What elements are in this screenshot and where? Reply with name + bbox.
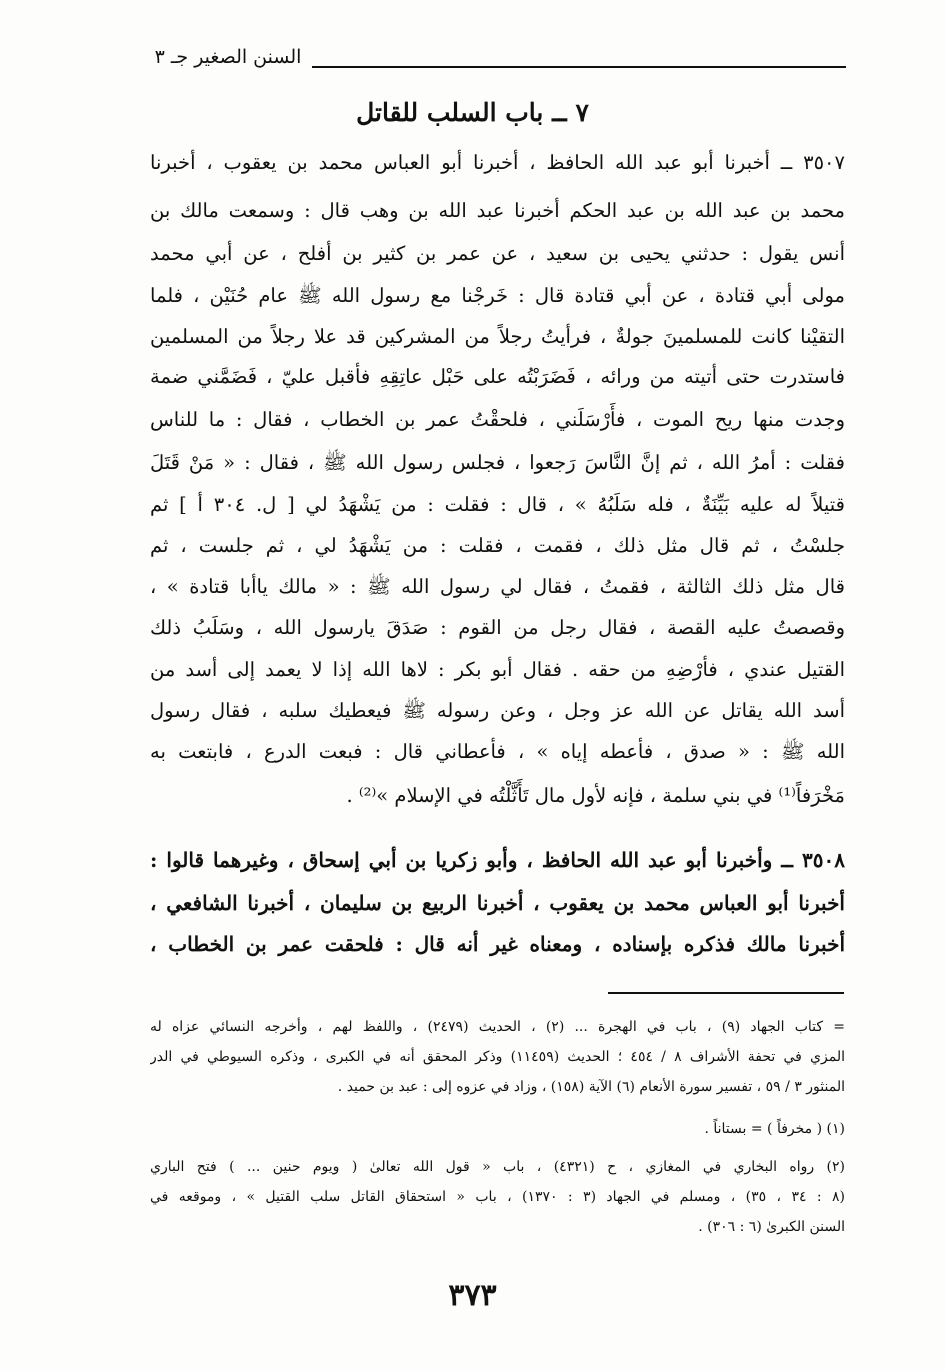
footnote-line: (٢) رواه البخاري في المغازي ، ح (٤٣٢١) ، باب « قول الله تعالىٰ ( ويوم حنين ... ) فتح الباري [150,1159,845,1175]
footnote-rule [608,992,844,994]
hadith-3507-line: أنس يقول : حدثني يحيى بن سعيد ، عن عمر بن كثير بن أفلح ، عن أبي محمد [150,242,845,265]
hadith-3508-line: ٣٥٠٨ ــ وأخبرنا أبو عبد الله الحافظ ، وأبو زكريا بن أبي إسحاق ، وغيرهما قالوا : [150,848,845,872]
chapter-title: ٧ ــ باب السلب للقاتل [356,98,589,127]
hadith-3507-line: وقصصتُ عليه القصة ، فقال رجل من القوم : صَدَقَ يارسول الله ، وسَلَبُ ذلك [150,616,845,639]
hadith-3507-line: فاستدرت حتى أتيته من ورائه ، فَضَرَبْتُه على حَبْل عاتِقِهِ فأقبل عليّ ، فَضَمَّني ضمة [150,365,845,388]
hadith-3507-line: مَخْرَفاً⁽¹⁾ في بني سلمة ، فإنه لأول مال تَأَثَّلْتُه في الإسلام »⁽²⁾ . [346,784,845,807]
hadith-3508-line: أخبرنا أبو العباس محمد بن يعقوب ، أخبرنا الربيع بن سليمان ، أخبرنا الشافعي ، [150,891,845,915]
hadith-3507-line: القتيل عندي ، فأرْضِهِ من حقه . فقال أبو بكر : لاها الله إذا لا يعمد إلى أسد من [150,658,845,681]
hadith-3507-line: التقيْنا كانت للمسلمينَ جولةٌ ، فرأيتُ رجلاً من المشركين قد علا رجلاً من المسلمين [150,325,845,348]
hadith-3507-line: أسد الله يقاتل عن الله عز وجل ، وعن رسوله ﷺ فيعطيك سلبه ، فقال رسول [150,699,845,722]
footnote-line: = كتاب الجهاد (٩) ، باب في الهجرة ... (٢) ، الحديث (٢٤٧٩) ، واللفظ لهم ، وأخرجه النسائي عزاه له [150,1019,845,1035]
hadith-3507-line: الله ﷺ : « صدق ، فأعطه إياه » ، فأعطاني قال : فبعت الدرع ، فابتعت به [150,740,845,763]
page-number: ٣٧٣ [448,1278,497,1313]
footnote-line: المنثور ٣ / ٥٩ ، تفسير سورة الأنعام (٦) الآية (١٥٨) ، وزاد في عزوه إلى : عبد بن حميد . [337,1079,845,1095]
hadith-3507-line: جلسْتُ ، ثم قال مثل ذلك ، فقمت ، فقلت : من يَشْهَدُ لي ، ثم جلست ، ثم [150,534,845,557]
hadith-3507-line: وجدت منها ريح الموت ، فأَرْسَلَني ، فلحقْتُ عمر بن الخطاب ، فقال : ما للناس [150,408,845,431]
footnote-line: السنن الكبرىٰ (٦ : ٣٠٦) . [698,1219,845,1235]
footnote-line: المزي في تحفة الأشراف ٨ / ٤٥٤ ؛ الحديث (١١٤٥٩) وذكر المحقق أنه في الكبرى ، وذكره السيوطي في الدر [150,1049,845,1065]
header-rule [312,66,846,68]
hadith-3507-line: قال مثل ذلك الثالثة ، فقمتُ ، فقال لي رسول الله ﷺ : « مالك ياأبا قتادة » ، [150,575,845,598]
footnote-line: (١) ( مخرفاً ) = بستاناً . [704,1121,845,1137]
running-header: السنن الصغير جـ ٣ [154,46,302,68]
hadith-3507-line: محمد بن عبد الله بن عبد الحكم أخبرنا عبد الله بن وهب قال : وسمعت مالك بن [150,199,845,222]
footnote-line: (٨ : ٣٤ ، ٣٥) ، ومسلم في الجهاد (٣ : ١٣٧٠) ، باب « استحقاق القاتل سلب القتيل » ، وموقعه في [150,1189,845,1205]
hadith-3507-line: قتيلاً له عليه بَيِّنَةٌ ، فله سَلَبُهُ » ، قال : فقلت : من يَشْهَدُ لي [ ل. ٣٠٤ أ ] ثم [150,493,845,516]
hadith-3507-line: فقلت : أمرُ الله ، ثم إنَّ النَّاسَ رَجعوا ، فجلس رسول الله ﷺ ، فقال : « مَنْ قَتَلَ [150,451,845,474]
hadith-3508-line: أخبرنا مالك فذكره بإسناده ، ومعناه غير أنه قال : فلحقت عمر بن الخطاب ، [150,932,845,956]
hadith-3507-line: ٣٥٠٧ ــ أخبرنا أبو عبد الله الحافظ ، أخبرنا أبو العباس محمد بن يعقوب ، أخبرنا [150,151,845,174]
hadith-3507-line: مولى أبي قتادة ، عن أبي قتادة قال : خَرجْنا مع رسول الله ﷺ عام حُنَيْن ، فلما [150,284,845,307]
